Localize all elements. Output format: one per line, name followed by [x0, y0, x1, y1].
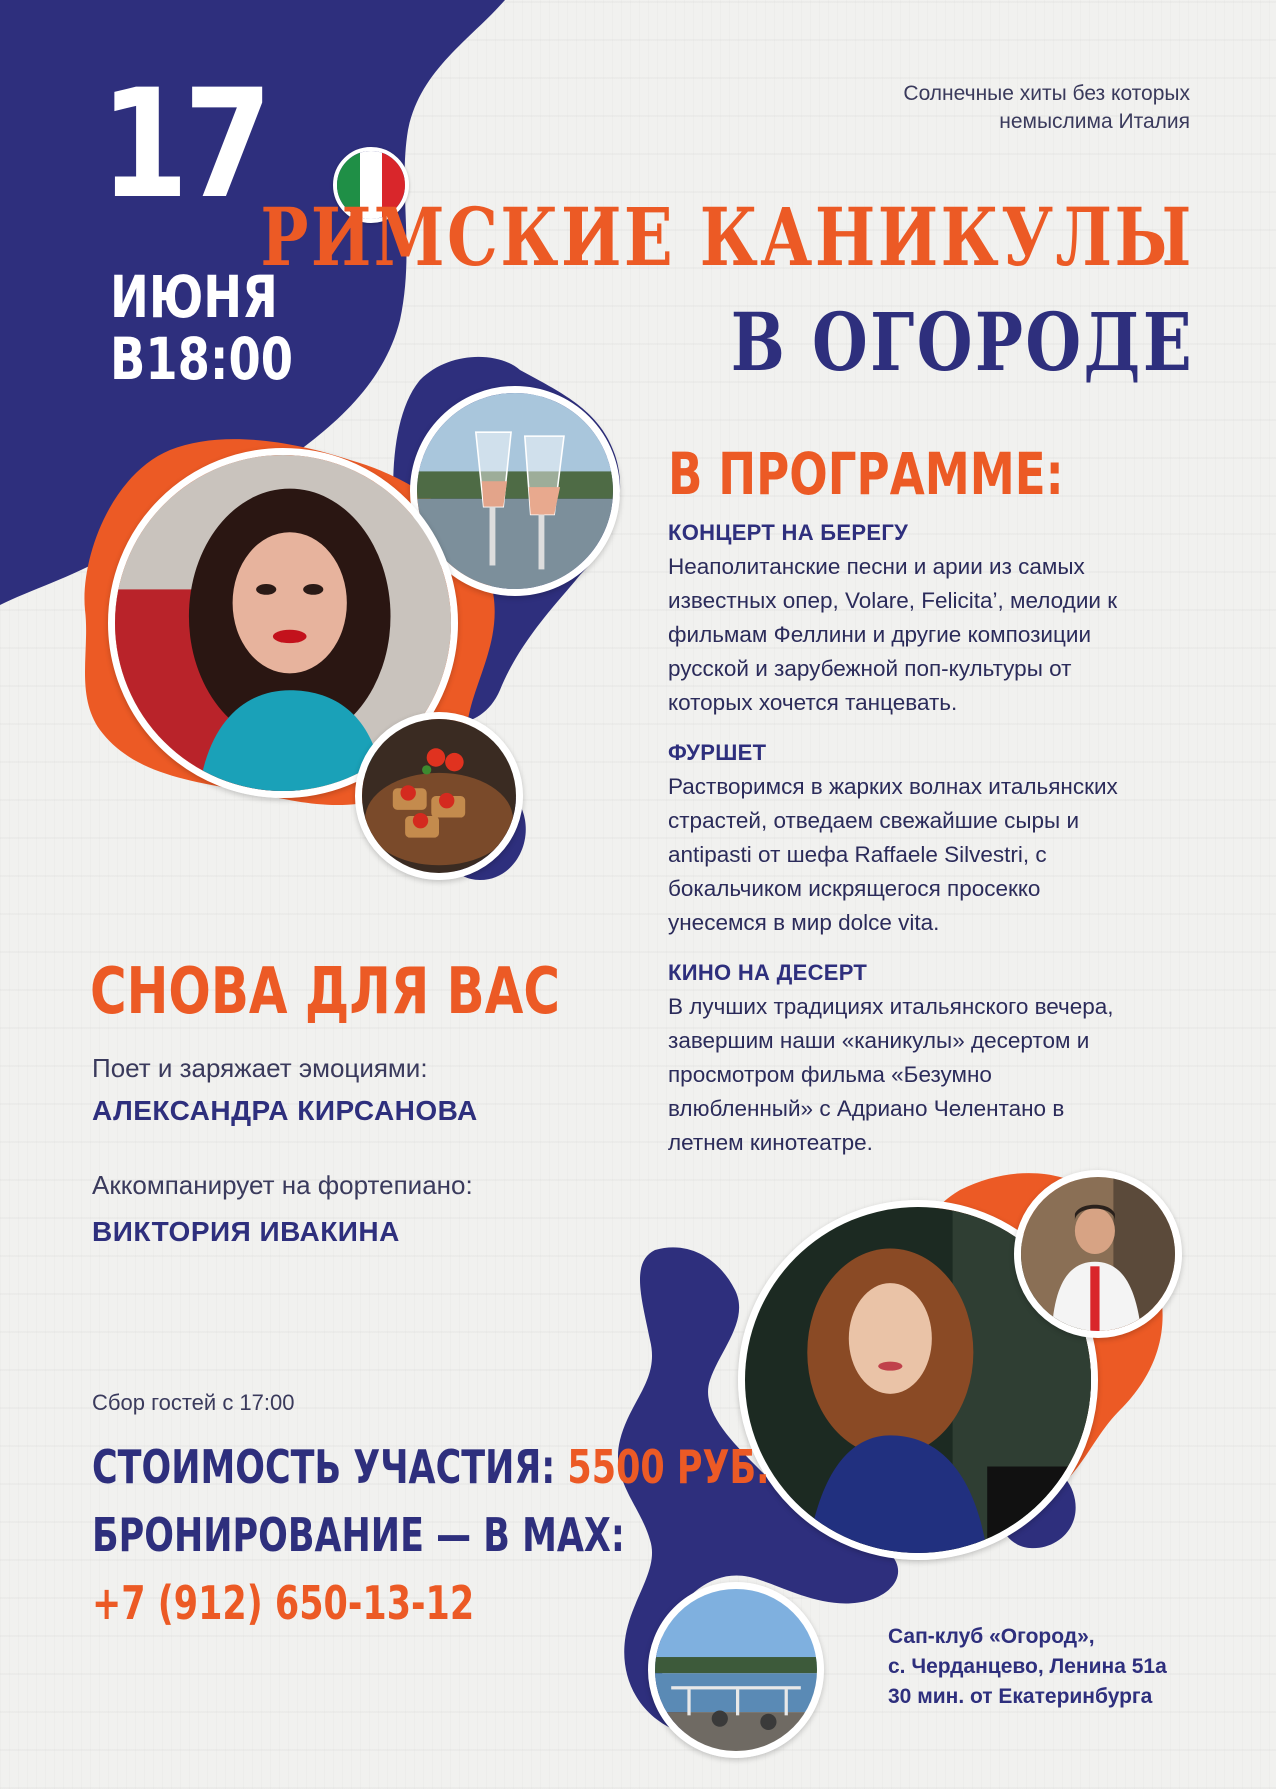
text-line: русской и зарубежной поп-культуры от	[668, 656, 1072, 681]
pianist-name: ВИКТОРИЯ ИВАКИНА	[92, 1216, 400, 1247]
venue-distance: 30 мин. от Екатеринбурга	[888, 1685, 1153, 1708]
section-text-buffet	[668, 770, 1228, 940]
booking-label: БРОНИРОВАНИЕ — В MAX:	[92, 1508, 625, 1562]
text-line: унесемся в мир dolce vita.	[668, 910, 940, 935]
text-line: известных опер, Volare, Felicita’, мелодии к	[668, 588, 1118, 613]
section-text-concert	[668, 550, 1228, 720]
tagline	[790, 80, 1190, 136]
venue-name: Сап-клуб «Огород»,	[888, 1625, 1095, 1648]
text-line: antipasti от шефа Raffaele Silvestri, с	[668, 842, 1047, 867]
price-value: 5500 РУБ.	[567, 1440, 770, 1494]
tagline-line-2: немыслима Италия	[999, 110, 1190, 133]
section-text-cinema	[668, 990, 1228, 1160]
singer-role: Поет и заряжает эмоциями:	[92, 1053, 428, 1083]
event-title-line-2: В ОГОРОДЕ	[730, 295, 1194, 389]
venue-street: с. Черданцево, Ленина 51а	[888, 1655, 1167, 1678]
event-time: В18:00	[110, 325, 294, 393]
text-line: В лучших традициях итальянского вечера,	[668, 994, 1114, 1019]
text-line: которых хочется танцевать.	[668, 690, 958, 715]
program-heading: В ПРОГРАММЕ:	[668, 440, 1064, 508]
text-line: бокальчиком искрящегося просекко	[668, 876, 1041, 901]
venue-address	[888, 1622, 1167, 1712]
section-title-cinema: КИНО НА ДЕСЕРТ	[668, 960, 868, 985]
price-label: СТОИМОСТЬ УЧАСТИЯ:	[92, 1440, 556, 1494]
event-month: ИЮНЯ	[110, 263, 278, 331]
gathering-time: Сбор гостей с 17:00	[92, 1390, 295, 1415]
section-title-concert: КОНЦЕРТ НА БЕРЕГУ	[668, 520, 909, 545]
price-line	[92, 1440, 769, 1494]
text-line: фильмам Феллини и другие композиции	[668, 622, 1092, 647]
event-title-line-1: РИМСКИЕ КАНИКУЛЫ	[260, 190, 1194, 284]
performers-heading: СНОВА ДЛЯ ВАС	[90, 955, 560, 1029]
text-line: страстей, отведаем свежайшие сыры и	[668, 808, 1080, 833]
section-title-buffet: ФУРШЕТ	[668, 740, 767, 765]
pianist-role: Аккомпанирует на фортепиано:	[92, 1170, 473, 1200]
text-line: летнем кинотеатре.	[668, 1130, 873, 1155]
pier-photo	[648, 1582, 824, 1758]
text-line: влюбленный» с Адриано Челентано в	[668, 1096, 1065, 1121]
text-line: просмотром фильма «Безумно	[668, 1062, 992, 1087]
singer-name: АЛЕКСАНДРА КИРСАНОВА	[92, 1095, 478, 1126]
text-line: Неаполитанские песни и арии из самых	[668, 554, 1085, 579]
text-line: Растворимся в жарких волнах итальянских	[668, 774, 1118, 799]
chef-photo	[1014, 1170, 1182, 1338]
text-line: завершим наши «каникулы» десертом и	[668, 1028, 1090, 1053]
bruschetta-photo	[355, 712, 523, 880]
booking-phone[interactable]: +7 (912) 650-13-12	[92, 1576, 475, 1630]
event-day: 17	[100, 58, 268, 232]
tagline-line-1: Солнечные хиты без которых	[903, 82, 1190, 105]
